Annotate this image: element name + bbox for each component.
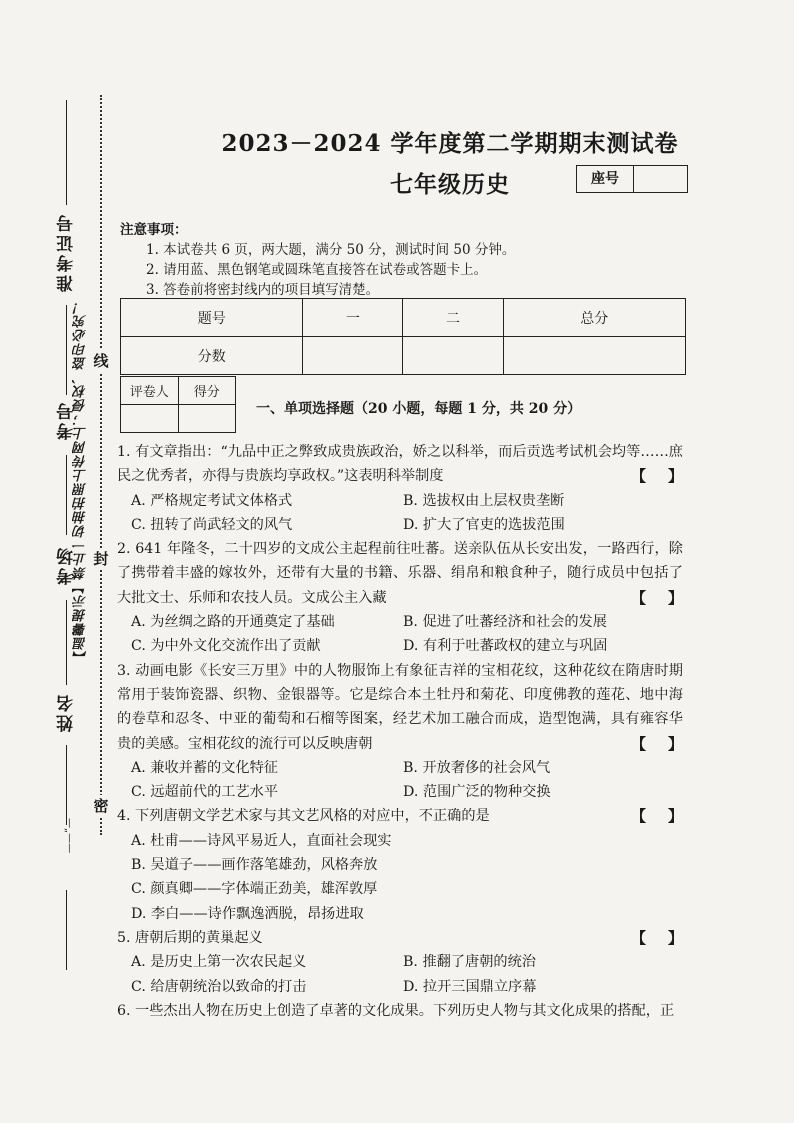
option-b[interactable]: B. 选拔权由上层权贵垄断 [403, 492, 565, 509]
option-a[interactable]: A. 为丝绸之路的开通奠定了基础 [131, 614, 335, 631]
question-stem [117, 926, 687, 950]
option-a[interactable]: A. 兼收并蓄的文化特征 [131, 759, 278, 776]
exam-room-label: 考场 [57, 545, 77, 585]
bracket-close: 】 [667, 467, 683, 486]
notes-item: 3. 答卷前将密封线内的项目填写清楚。 [146, 282, 380, 298]
option-b[interactable]: B. 开放奢侈的社会风气 [403, 759, 551, 776]
margin-rule [66, 455, 67, 535]
exam-notes [120, 220, 740, 300]
answer-bracket[interactable] [631, 804, 683, 828]
margin-rule [66, 305, 67, 395]
score-table-header: 题号 [121, 299, 303, 337]
copyright-warning: 【温馨提示】禁止一切抽拍照上传网上；侵权、盗印必究！ [74, 300, 89, 664]
exam-number-label: 考号 [57, 400, 77, 440]
margin-rule [66, 100, 67, 205]
margin-edge-mark: ——“— [64, 817, 76, 854]
option-d[interactable]: D. 拉开三国鼎立序幕 [403, 978, 537, 995]
question-text: 4. 下列唐朝文学艺术家与其文艺风格的对应中，不正确的是 [117, 808, 490, 825]
score-cell[interactable] [503, 337, 685, 375]
option-d[interactable]: D. 扩大了官吏的选拔范围 [403, 516, 565, 533]
option-c[interactable]: C. 远超前代的工艺水平 [131, 784, 279, 801]
score-cell[interactable] [303, 337, 403, 375]
notes-heading: 注意事项： [120, 222, 188, 238]
seal-char-seal: 封 [90, 548, 112, 570]
option-d[interactable]: D. 李白——诗作飘逸洒脱，昂扬进取 [131, 905, 364, 922]
question-2 [117, 537, 687, 658]
question-text: 3. 动画电影《长安三万里》中的人物服饰上有象征吉祥的宝相花纹，这种花纹在隋唐时期常用于装饰瓷器、织物、金银器等。它是综合本土牡丹和菊花、印度佛教的莲花、地中海的卷草和忍冬、中亚的葡萄和石榴等图案，经艺术加工融合而成，造型饱满，具有雍容华贵的美感。宝相花纹的流行可以反映唐朝 [117, 662, 683, 752]
option-a[interactable]: A. 严格规定考试文体格式 [131, 492, 293, 509]
option-a[interactable]: A. 是历史上第一次农民起义 [131, 954, 307, 971]
bracket-open: 【 [631, 588, 647, 607]
seat-number-box [576, 165, 688, 193]
question-stem [117, 659, 687, 756]
option-list [117, 829, 687, 926]
option-grid [117, 610, 687, 659]
question-3 [117, 659, 687, 805]
question-stem [117, 440, 687, 489]
question-1 [117, 440, 687, 537]
question-stem [117, 804, 687, 828]
option-d[interactable]: D. 范围广泛的物种交换 [403, 784, 551, 801]
score-table [120, 298, 686, 375]
score-table-header: 二 [403, 299, 503, 337]
bracket-close: 】 [667, 807, 683, 826]
answer-bracket[interactable] [631, 732, 683, 756]
question-6 [117, 999, 687, 1023]
score-table-header: 总分 [503, 299, 685, 337]
bracket-close: 】 [667, 588, 683, 607]
option-grid [117, 950, 687, 999]
question-text: 1. 有文章指出：“九品中正之弊致成贵族政治，娇之以科举，而后贡选考试机会均等……庶民之优秀者，亦得与贵族均享政权。”这表明科举制度 [117, 444, 683, 485]
score-table-header: 一 [303, 299, 403, 337]
grader-score-label: 得分 [178, 377, 236, 405]
seal-dotted-line [100, 95, 102, 835]
option-grid [117, 756, 687, 805]
bracket-open: 【 [631, 807, 647, 826]
question-text: 2. 641 年隆冬，二十四岁的文成公主起程前往吐蕃。送亲队伍从长安出发，一路西行，除了携带着丰盛的嫁妆外，还带有大量的书籍、乐器、绢帛和粮食种子，随行成员中包括了大批文士、乐师和农技人员。文成公主入藏 [117, 541, 683, 606]
question-5 [117, 926, 687, 999]
score-table-header-row [121, 299, 686, 337]
option-c[interactable]: C. 颜真卿——字体端正劲美，雄浑敦厚 [131, 881, 378, 898]
grader-score-cell[interactable] [178, 405, 236, 433]
option-grid [117, 489, 687, 538]
question-stem [117, 537, 687, 610]
score-table-row [121, 337, 686, 375]
seal-char-secret: 密 [90, 795, 112, 817]
answer-bracket[interactable] [631, 464, 683, 488]
question-text: 5. 唐朝后期的黄巢起义 [117, 929, 263, 946]
score-cell[interactable] [403, 337, 503, 375]
option-d[interactable]: D. 有利于吐蕃政权的建立与巩固 [403, 638, 608, 655]
exam-title: 2023－2024 学年度第二学期期末测试卷 [221, 130, 679, 157]
margin-rule [66, 745, 67, 825]
question-stem [117, 999, 687, 1023]
seat-number-label: 座号 [577, 166, 634, 192]
margin-rule [66, 890, 67, 970]
option-c[interactable]: C. 为中外文化交流作出了贡献 [131, 638, 321, 655]
notes-item: 1. 本试卷共 6 页，两大题，满分 50 分，测试时间 50 分钟。 [146, 242, 516, 258]
seat-number-field[interactable] [634, 166, 687, 192]
exam-subtitle: 七年级历史 [390, 171, 510, 198]
section-title: 一、单项选择题（20 小题，每题 1 分，共 20 分） [256, 401, 582, 417]
question-list [117, 440, 687, 1023]
grader-cell[interactable] [121, 405, 179, 433]
seal-char-line: 线 [90, 350, 112, 372]
bracket-close: 】 [667, 928, 683, 947]
answer-bracket[interactable] [631, 926, 683, 950]
notes-item: 2. 请用蓝、黑色钢笔或圆珠笔直接答在试卷或答题卡上。 [146, 262, 488, 278]
option-b[interactable]: B. 推翻了唐朝的统治 [403, 954, 536, 971]
answer-bracket[interactable] [631, 586, 683, 610]
bracket-open: 【 [631, 928, 647, 947]
question-4 [117, 804, 687, 925]
question-text: 6. 一些杰出人物在历史上创造了卓著的文化成果。下列历史人物与其文化成果的搭配，正 [117, 1002, 675, 1019]
exam-id-label: 准考证号 [57, 212, 77, 292]
name-label: 姓名 [57, 692, 77, 732]
option-c[interactable]: C. 扭转了尚武轻文的风气 [131, 516, 293, 533]
option-a[interactable]: A. 杜甫——诗风平易近人，直面社会现实 [131, 832, 392, 849]
score-row-label: 分数 [121, 337, 303, 375]
option-c[interactable]: C. 给唐朝统治以致命的打击 [131, 978, 307, 995]
option-b[interactable]: B. 吴道子——画作落笔雄劲，风格奔放 [131, 857, 378, 874]
grader-label: 评卷人 [121, 377, 179, 405]
grader-table [120, 376, 236, 433]
bracket-close: 】 [667, 734, 683, 753]
bracket-open: 【 [631, 467, 647, 486]
option-b[interactable]: B. 促进了吐蕃经济和社会的发展 [403, 614, 607, 631]
margin-rule [66, 600, 67, 685]
bracket-open: 【 [631, 734, 647, 753]
